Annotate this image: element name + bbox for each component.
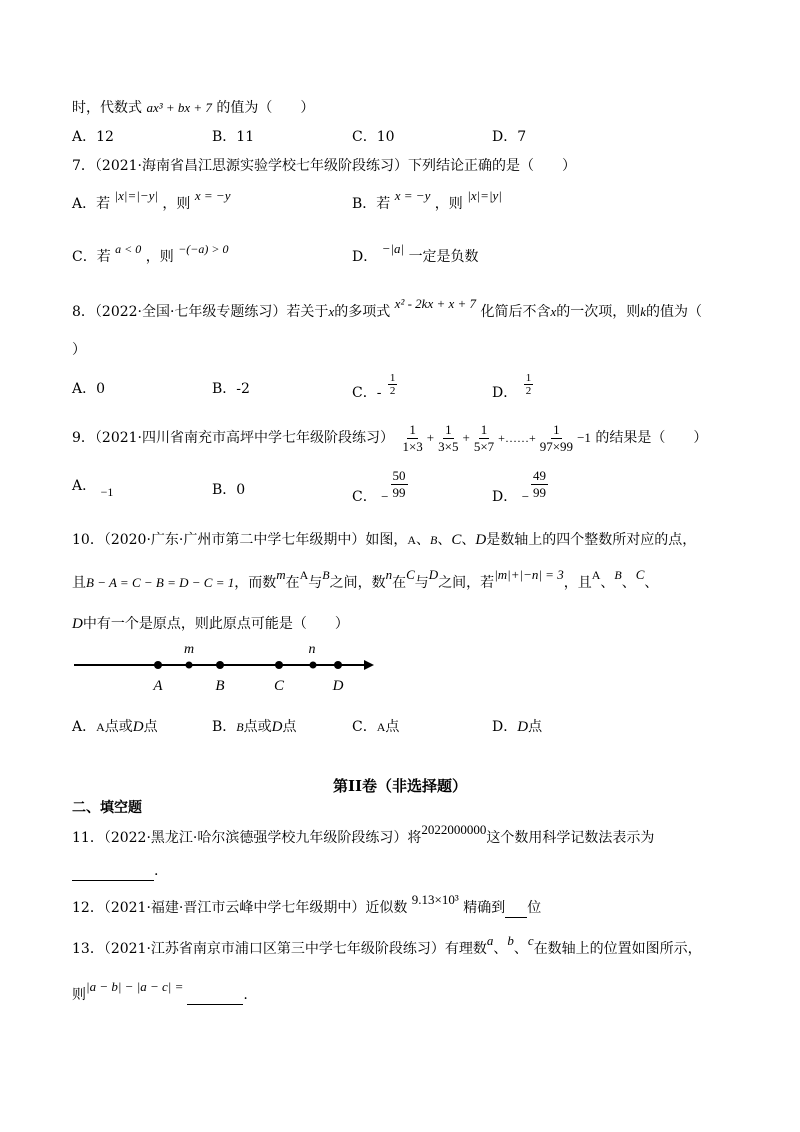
q11-number: 2022000000 bbox=[421, 822, 487, 837]
q10-opt-d-label: D． bbox=[492, 719, 518, 735]
q9-c-label: C． bbox=[352, 488, 377, 505]
q12-mid: 精确到 bbox=[463, 900, 506, 916]
q10-l2-point-c: C bbox=[406, 567, 415, 582]
number-line-point-b bbox=[216, 661, 224, 669]
q9-option-d: D． − $\frac{49}{99}$ bbox=[492, 468, 547, 505]
q7-d-label: D． bbox=[352, 249, 378, 265]
q8-c-fraction bbox=[388, 372, 398, 397]
q10-point-d: D bbox=[475, 532, 487, 548]
q12-stem-text: 12．（2021·福建·晋江市云峰中学七年级期中）近似数 bbox=[72, 900, 408, 916]
q13-suffix: 在数轴上的位置如图所示， bbox=[533, 941, 702, 957]
q10-l2-point-c2: C bbox=[635, 567, 645, 582]
q8-stem-b: 的多项式 bbox=[334, 304, 391, 320]
q13-then: 则 bbox=[72, 987, 86, 1003]
q10-l2-f: 之间，若 bbox=[438, 575, 495, 591]
q7-a-label: A．若 bbox=[72, 196, 111, 212]
q9-f1-num: 1 bbox=[409, 421, 416, 437]
q9-option-c: C． − $\frac{50}{99}$ bbox=[352, 468, 406, 505]
q10-opt-a-end: 点 bbox=[143, 719, 158, 735]
section2-heading: 二、填空题 bbox=[72, 800, 142, 816]
q12-stem bbox=[72, 892, 542, 918]
q8-var-x-2: x bbox=[550, 304, 557, 319]
q10-l2-point-a: A bbox=[299, 568, 309, 582]
section2-title: 第II卷（非选择题） bbox=[332, 777, 468, 795]
q10-stem-line2 bbox=[72, 567, 659, 593]
number-line-label-a: A bbox=[153, 678, 163, 694]
q10-opt-a-mid: 点或 bbox=[104, 719, 133, 735]
q10-l2-sep1: 、 bbox=[600, 575, 615, 591]
q9-stem: 9．（2021·四川省南充市高坪中学七年级阶段练习） $\frac{1}{1\times 3}$ + $\frac{1}{3\times 5}$ + $\frac{1}{5\times 7}$ +……+ $\frac{1}{97\times 99}$ −1 的结果是（ ） bbox=[72, 421, 708, 454]
q10-l2-d: 与 bbox=[308, 575, 323, 591]
q13-var-b: b bbox=[507, 933, 514, 948]
q10-condition: |m|+|−n| = 3 bbox=[494, 567, 564, 582]
q8-option-a: A．0 bbox=[72, 381, 106, 397]
q8-var-x: x bbox=[328, 304, 335, 319]
q10-equation: B − A = C − B = D − C = 1 bbox=[86, 575, 235, 590]
q7-option-a bbox=[72, 188, 231, 214]
q7-b-then: ，则 bbox=[434, 196, 463, 212]
q11-period: . bbox=[154, 863, 159, 879]
q10-l2-point-a2: A bbox=[591, 568, 601, 582]
q10-opt-b-point2: D bbox=[271, 719, 283, 735]
q8-c-label: C．- bbox=[352, 384, 382, 401]
q10-l2-point-d: D bbox=[428, 567, 439, 582]
q9-option-a bbox=[72, 476, 114, 499]
q10-l2-point-b2: B bbox=[614, 568, 622, 582]
q7-a-condition: |x|=|−y| bbox=[114, 188, 158, 203]
q10-l2-g: ，且 bbox=[563, 575, 592, 591]
q7-stem: 7．（2021·海南省昌江思源实验学校七年级阶段练习）下列结论正确的是（ ） bbox=[72, 158, 576, 174]
q10-l2-c2: 在 bbox=[392, 575, 407, 591]
q9-fraction-1 bbox=[400, 422, 424, 455]
q8-stem-e: 的值为（ bbox=[646, 304, 703, 320]
q10-option-a bbox=[72, 717, 158, 737]
q10-sep-3: 、 bbox=[461, 532, 476, 548]
q8-d-numerator: 1 bbox=[525, 372, 532, 384]
q10-opt-d-point: D bbox=[517, 719, 529, 735]
number-line-label-c: C bbox=[273, 678, 285, 694]
q9-f2-den: 3×5 bbox=[438, 438, 459, 454]
q10-var-n: n bbox=[385, 567, 393, 582]
number-line-figure bbox=[72, 640, 382, 695]
q10-sep-2: 、 bbox=[437, 532, 452, 548]
q10-stem-line1 bbox=[72, 530, 696, 550]
q7-d-expression: −|a| bbox=[381, 241, 405, 256]
q11-blank[interactable] bbox=[72, 866, 154, 881]
q9-c-fraction bbox=[391, 468, 408, 501]
q6-suffix: 的值为（ ） bbox=[216, 100, 315, 116]
q13-line2 bbox=[72, 979, 248, 1005]
q10-opt-b-point1: B bbox=[236, 720, 244, 734]
number-line-point-m bbox=[186, 662, 193, 669]
q10-l3-point-d: D bbox=[72, 616, 83, 632]
q13-expression: |a − b| − |a − c| = bbox=[86, 979, 184, 994]
q8-option-d bbox=[492, 372, 535, 401]
q13-var-a: a bbox=[486, 933, 494, 948]
q7-b-condition: x = −y bbox=[394, 188, 431, 203]
q8-polynomial: x² - 2kx + x + 7 bbox=[394, 296, 477, 311]
q10-opt-d-end: 点 bbox=[528, 719, 543, 735]
number-line-point-c bbox=[275, 661, 283, 669]
q10-option-d bbox=[492, 717, 542, 737]
q10-l2-point-b: B bbox=[322, 568, 330, 582]
q10-opt-a-point1: A bbox=[96, 720, 105, 734]
q9-c-num: 50 bbox=[392, 468, 406, 483]
q9-fraction-3 bbox=[472, 422, 496, 455]
q7-b-label: B．若 bbox=[352, 196, 391, 212]
q13-stem-text: 13．（2021·江苏省南京市浦口区第三中学七年级阶段练习）有理数 bbox=[72, 941, 487, 957]
number-line-label-b: B bbox=[215, 678, 225, 694]
q8-stem bbox=[72, 296, 703, 322]
q10-l3-text: 中有一个是原点，则此原点可能是（ ） bbox=[82, 616, 349, 632]
q10-opt-b-label: B． bbox=[212, 719, 237, 735]
q9-f4-den: 97×99 bbox=[539, 438, 574, 454]
q8-c-denominator: 2 bbox=[389, 385, 396, 397]
q7-b-result: |x|=|y| bbox=[467, 188, 502, 203]
q12-blank[interactable] bbox=[505, 903, 527, 918]
q10-opt-b-end: 点 bbox=[282, 719, 297, 735]
q9-f4-num: 1 bbox=[553, 421, 560, 437]
q11-answer-line bbox=[72, 861, 158, 881]
q9-c-den: 99 bbox=[392, 485, 406, 500]
q8-stem-c: 化简后不含 bbox=[480, 304, 551, 320]
q9-f3-num: 1 bbox=[480, 421, 488, 437]
q10-stem-text: 10．（2020·广东·广州市第二中学七年级期中）如图， bbox=[72, 532, 408, 548]
q10-opt-c-label: C． bbox=[352, 719, 377, 735]
number-line-label-m: m bbox=[183, 642, 195, 657]
q10-option-b bbox=[212, 717, 296, 737]
q7-c-result: −(−a) > 0 bbox=[178, 242, 229, 256]
q10-l2-b: ，而数 bbox=[234, 575, 277, 591]
q10-point-b: B bbox=[430, 533, 438, 547]
q7-c-label: C．若 bbox=[72, 249, 111, 265]
q10-l2-e: 之间，数 bbox=[329, 575, 386, 591]
q12-number: 9.13×10³ bbox=[411, 892, 459, 907]
q9-fraction-4 bbox=[538, 422, 575, 455]
q9-stem-text: 9．（2021·四川省南充市高坪中学七年级阶段练习） bbox=[72, 430, 394, 446]
q9-suffix: 的结果是（ ） bbox=[595, 430, 708, 446]
q6-option-d: D．7 bbox=[492, 129, 527, 145]
q9-f3-den: 5×7 bbox=[473, 438, 495, 454]
q9-f1-den: 1×3 bbox=[402, 438, 423, 454]
number-line-label-d: D bbox=[332, 678, 344, 694]
q9-option-b: B．0 bbox=[212, 482, 246, 498]
q13-stem bbox=[72, 933, 702, 959]
q11-suffix: 这个数用科学记数法表示为 bbox=[486, 830, 655, 846]
q9-a-label: A． bbox=[72, 478, 97, 494]
q7-a-result: x = −y bbox=[194, 188, 231, 203]
q10-opt-a-point2: D bbox=[132, 719, 144, 735]
q8-stem-a: 8．（2022·全国·七年级专题练习）若关于 bbox=[72, 304, 329, 320]
q9-d-fraction bbox=[531, 468, 548, 501]
q13-sep2: 、 bbox=[513, 941, 528, 957]
q10-point-a: A bbox=[407, 533, 417, 547]
q9-d-den: 99 bbox=[533, 485, 547, 500]
q6-option-b: B．11 bbox=[212, 129, 255, 145]
q10-stem-line3 bbox=[72, 614, 349, 634]
q8-option-b: B．-2 bbox=[212, 381, 250, 397]
q13-var-c: c bbox=[527, 933, 534, 948]
q9-d-label: D． bbox=[492, 488, 518, 505]
number-line-point-n bbox=[310, 662, 317, 669]
q10-opt-a-label: A． bbox=[72, 719, 97, 735]
q9-a-value: −1 bbox=[100, 485, 114, 499]
q8-option-c bbox=[352, 372, 399, 401]
q8-var-k: k bbox=[640, 304, 647, 319]
q7-option-d bbox=[352, 241, 479, 267]
number-line-point-a bbox=[154, 661, 162, 669]
number-line-label-n: n bbox=[308, 642, 316, 657]
q13-sep1: 、 bbox=[493, 941, 508, 957]
q6-expression: ax³ + bx + 7 bbox=[146, 100, 212, 115]
q10-option-c bbox=[352, 717, 399, 737]
q7-c-then: ，则 bbox=[145, 249, 174, 265]
q10-l2-c: 在 bbox=[285, 575, 300, 591]
q7-option-c bbox=[72, 242, 229, 267]
q10-l2-sep3: 、 bbox=[644, 575, 659, 591]
q10-opt-c-end: 点 bbox=[385, 719, 400, 735]
q6-option-a: A．12 bbox=[72, 129, 114, 145]
q9-d-num: 49 bbox=[533, 468, 547, 483]
q6-stem-tail bbox=[72, 98, 314, 118]
q8-d-denominator: 2 bbox=[525, 385, 532, 397]
number-line-arrow bbox=[364, 660, 374, 670]
q7-d-suffix: 一定是负数 bbox=[408, 249, 479, 265]
q10-sep-1: 、 bbox=[416, 532, 431, 548]
q7-a-then: ，则 bbox=[162, 196, 191, 212]
q8-c-numerator: 1 bbox=[389, 372, 396, 384]
q6-prefix: 时，代数式 bbox=[72, 100, 142, 116]
q9-fraction-2 bbox=[436, 422, 460, 455]
q11-stem-text: 11．（2022·黑龙江·哈尔滨德强学校九年级阶段练习）将 bbox=[72, 830, 422, 846]
q9-f2-num: 1 bbox=[445, 421, 452, 437]
q8-d-fraction bbox=[524, 372, 534, 397]
q8-stem-d: 的一次项，则 bbox=[556, 304, 641, 320]
number-line-point-d bbox=[334, 661, 342, 669]
q10-line1-end: 是数轴上的四个整数所对应的点， bbox=[486, 532, 697, 548]
q9-minus-one: −1 bbox=[577, 430, 591, 445]
q10-l2-d2: 与 bbox=[414, 575, 429, 591]
q13-period: . bbox=[243, 987, 248, 1003]
q12-suffix: 位 bbox=[527, 900, 542, 916]
q10-var-m: m bbox=[276, 567, 286, 582]
q9-dots: +……+ bbox=[498, 431, 536, 445]
q7-c-condition: a < 0 bbox=[115, 242, 142, 256]
q10-opt-c-point: A bbox=[376, 720, 386, 734]
q11-stem bbox=[72, 822, 655, 848]
q6-option-c: C．10 bbox=[352, 129, 395, 145]
q10-opt-b-mid: 点或 bbox=[243, 719, 272, 735]
q7-option-b bbox=[352, 188, 502, 214]
q10-l2-a: 且 bbox=[72, 575, 86, 591]
q10-point-c: C bbox=[451, 532, 462, 548]
q8-stem-close: ） bbox=[72, 342, 86, 358]
q13-blank[interactable] bbox=[187, 990, 243, 1005]
q8-d-label: D． bbox=[492, 384, 518, 401]
q10-l2-sep2: 、 bbox=[621, 575, 636, 591]
